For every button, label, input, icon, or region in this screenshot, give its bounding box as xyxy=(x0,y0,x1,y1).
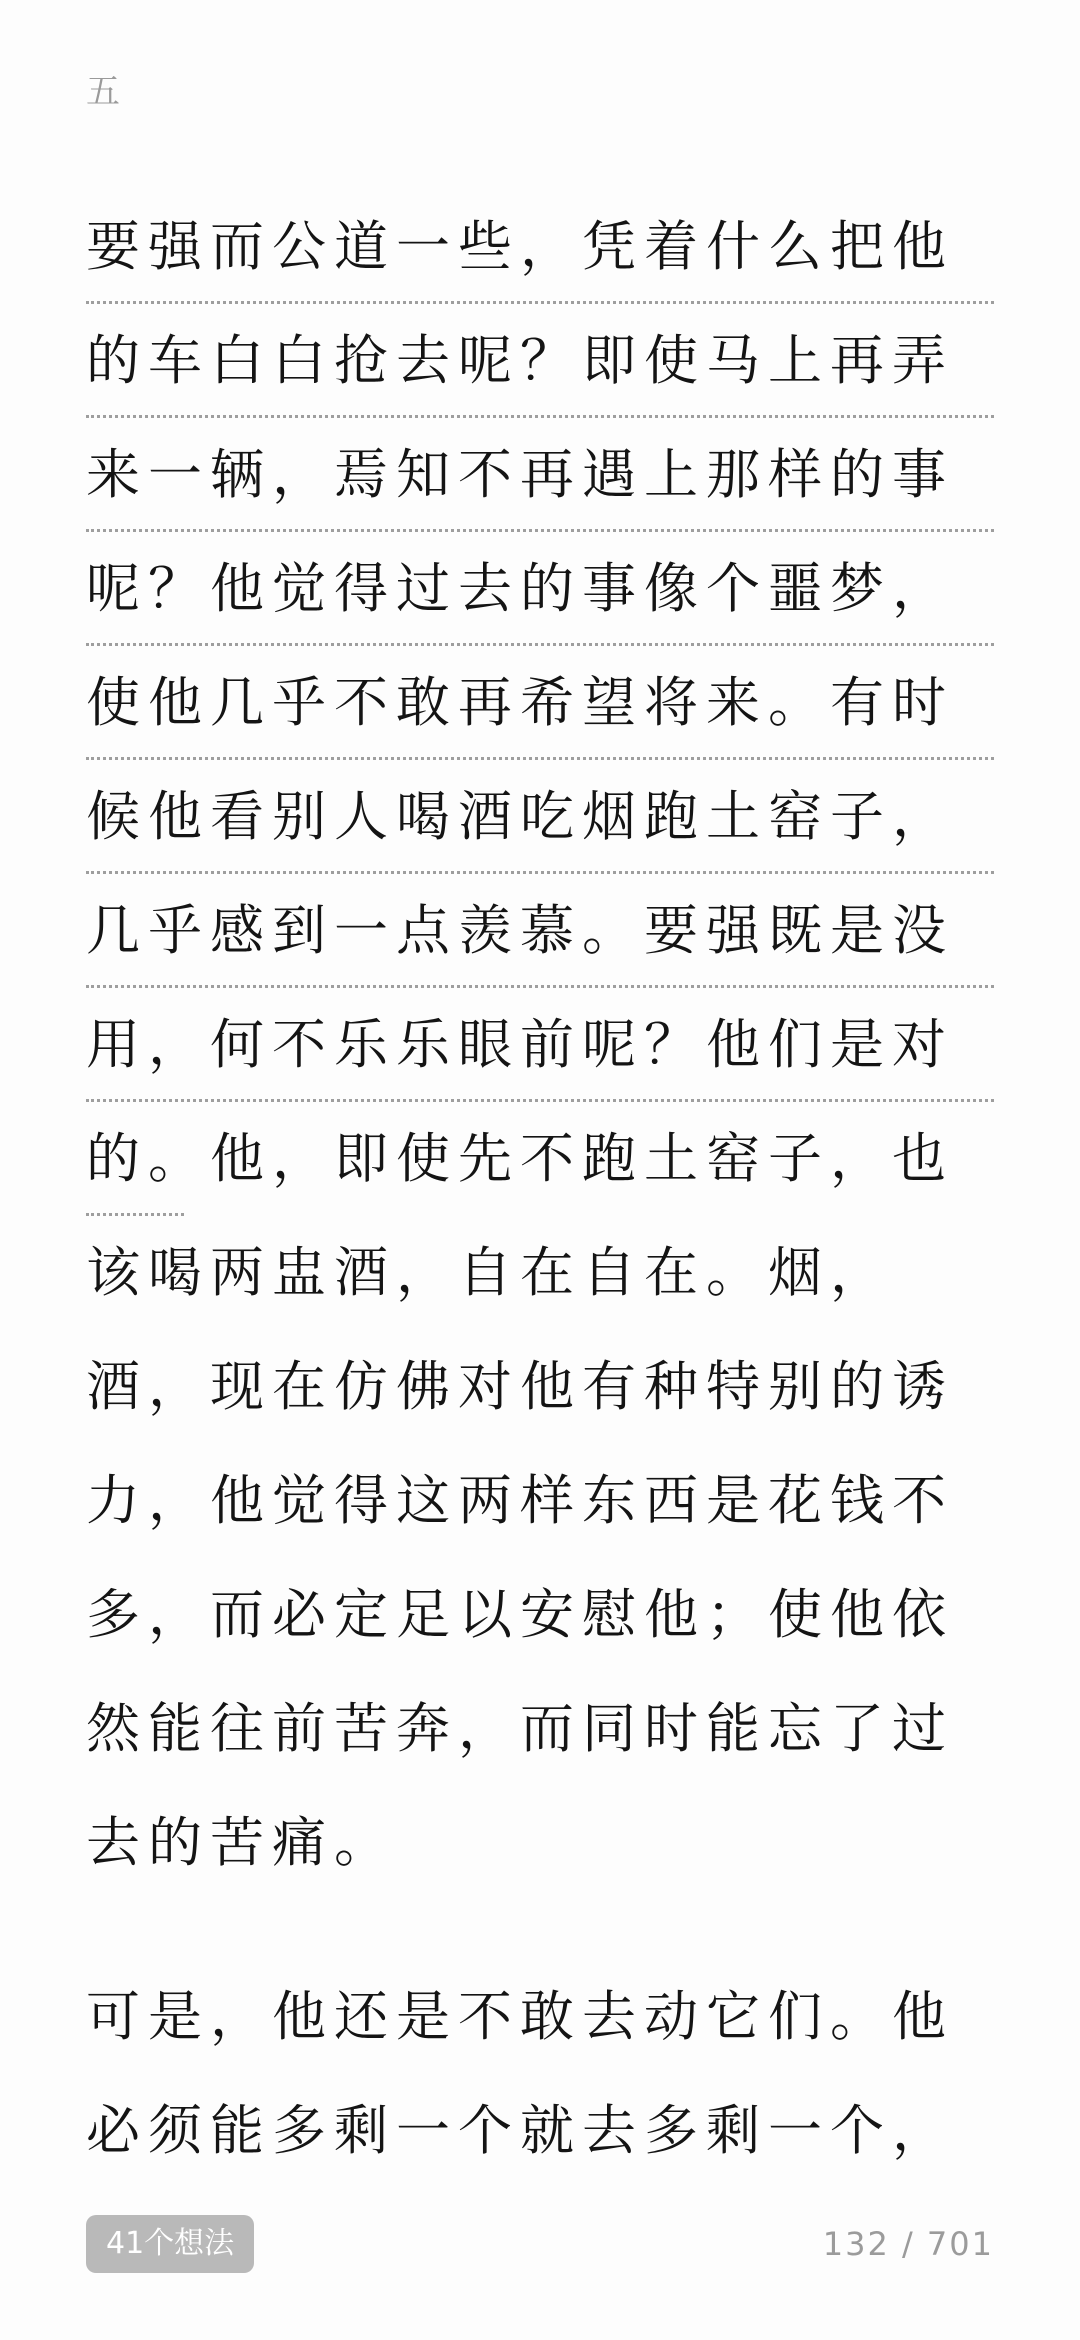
text-line[interactable]: 必须能多剩一个就去多剩一个， xyxy=(86,2099,954,2162)
thoughts-button[interactable]: 41个想法 xyxy=(86,2215,254,2273)
text-line[interactable]: 要强而公道一些，凭着什么把他 xyxy=(86,190,994,304)
text-line[interactable]: 几乎感到一点羡慕。要强既是没 xyxy=(86,874,994,988)
text-line[interactable]: 多，而必定足以安慰他；使他依 xyxy=(86,1583,954,1646)
text-line[interactable]: 可是，他还是不敢去动它们。他 xyxy=(86,1985,954,2048)
text-line[interactable]: 使他几乎不敢再希望将来。有时 xyxy=(86,646,994,760)
text-line[interactable]: 力，他觉得这两样东西是花钱不 xyxy=(86,1469,954,1532)
text-line[interactable]: 的车白白抢去呢？即使马上再弄 xyxy=(86,304,994,418)
text-line[interactable]: 呢？他觉得过去的事像个噩梦， xyxy=(86,532,994,646)
text-line[interactable]: 的。他，即使先不跑土窑子，也 xyxy=(86,1102,994,1216)
reader-footer xyxy=(86,2215,994,2273)
text-line[interactable]: 酒，现在仿佛对他有种特别的诱 xyxy=(86,1355,954,1418)
reading-area[interactable] xyxy=(86,190,994,2188)
text-line[interactable]: 去的苦痛。 xyxy=(86,1811,396,1874)
chapter-label: 五 xyxy=(86,72,120,112)
text-line[interactable]: 用，何不乐乐眼前呢？他们是对 xyxy=(86,988,994,1102)
paragraph-gap xyxy=(86,1900,994,1960)
text-line[interactable]: 来一辆，焉知不再遇上那样的事 xyxy=(86,418,994,532)
page-indicator: 132 / 701 xyxy=(822,2225,994,2263)
text-line[interactable]: 该喝两盅酒，自在自在。烟， xyxy=(86,1241,892,1304)
text-line[interactable]: 然能往前苦奔，而同时能忘了过 xyxy=(86,1697,954,1760)
text-line[interactable]: 候他看别人喝酒吃烟跑土窑子， xyxy=(86,760,994,874)
